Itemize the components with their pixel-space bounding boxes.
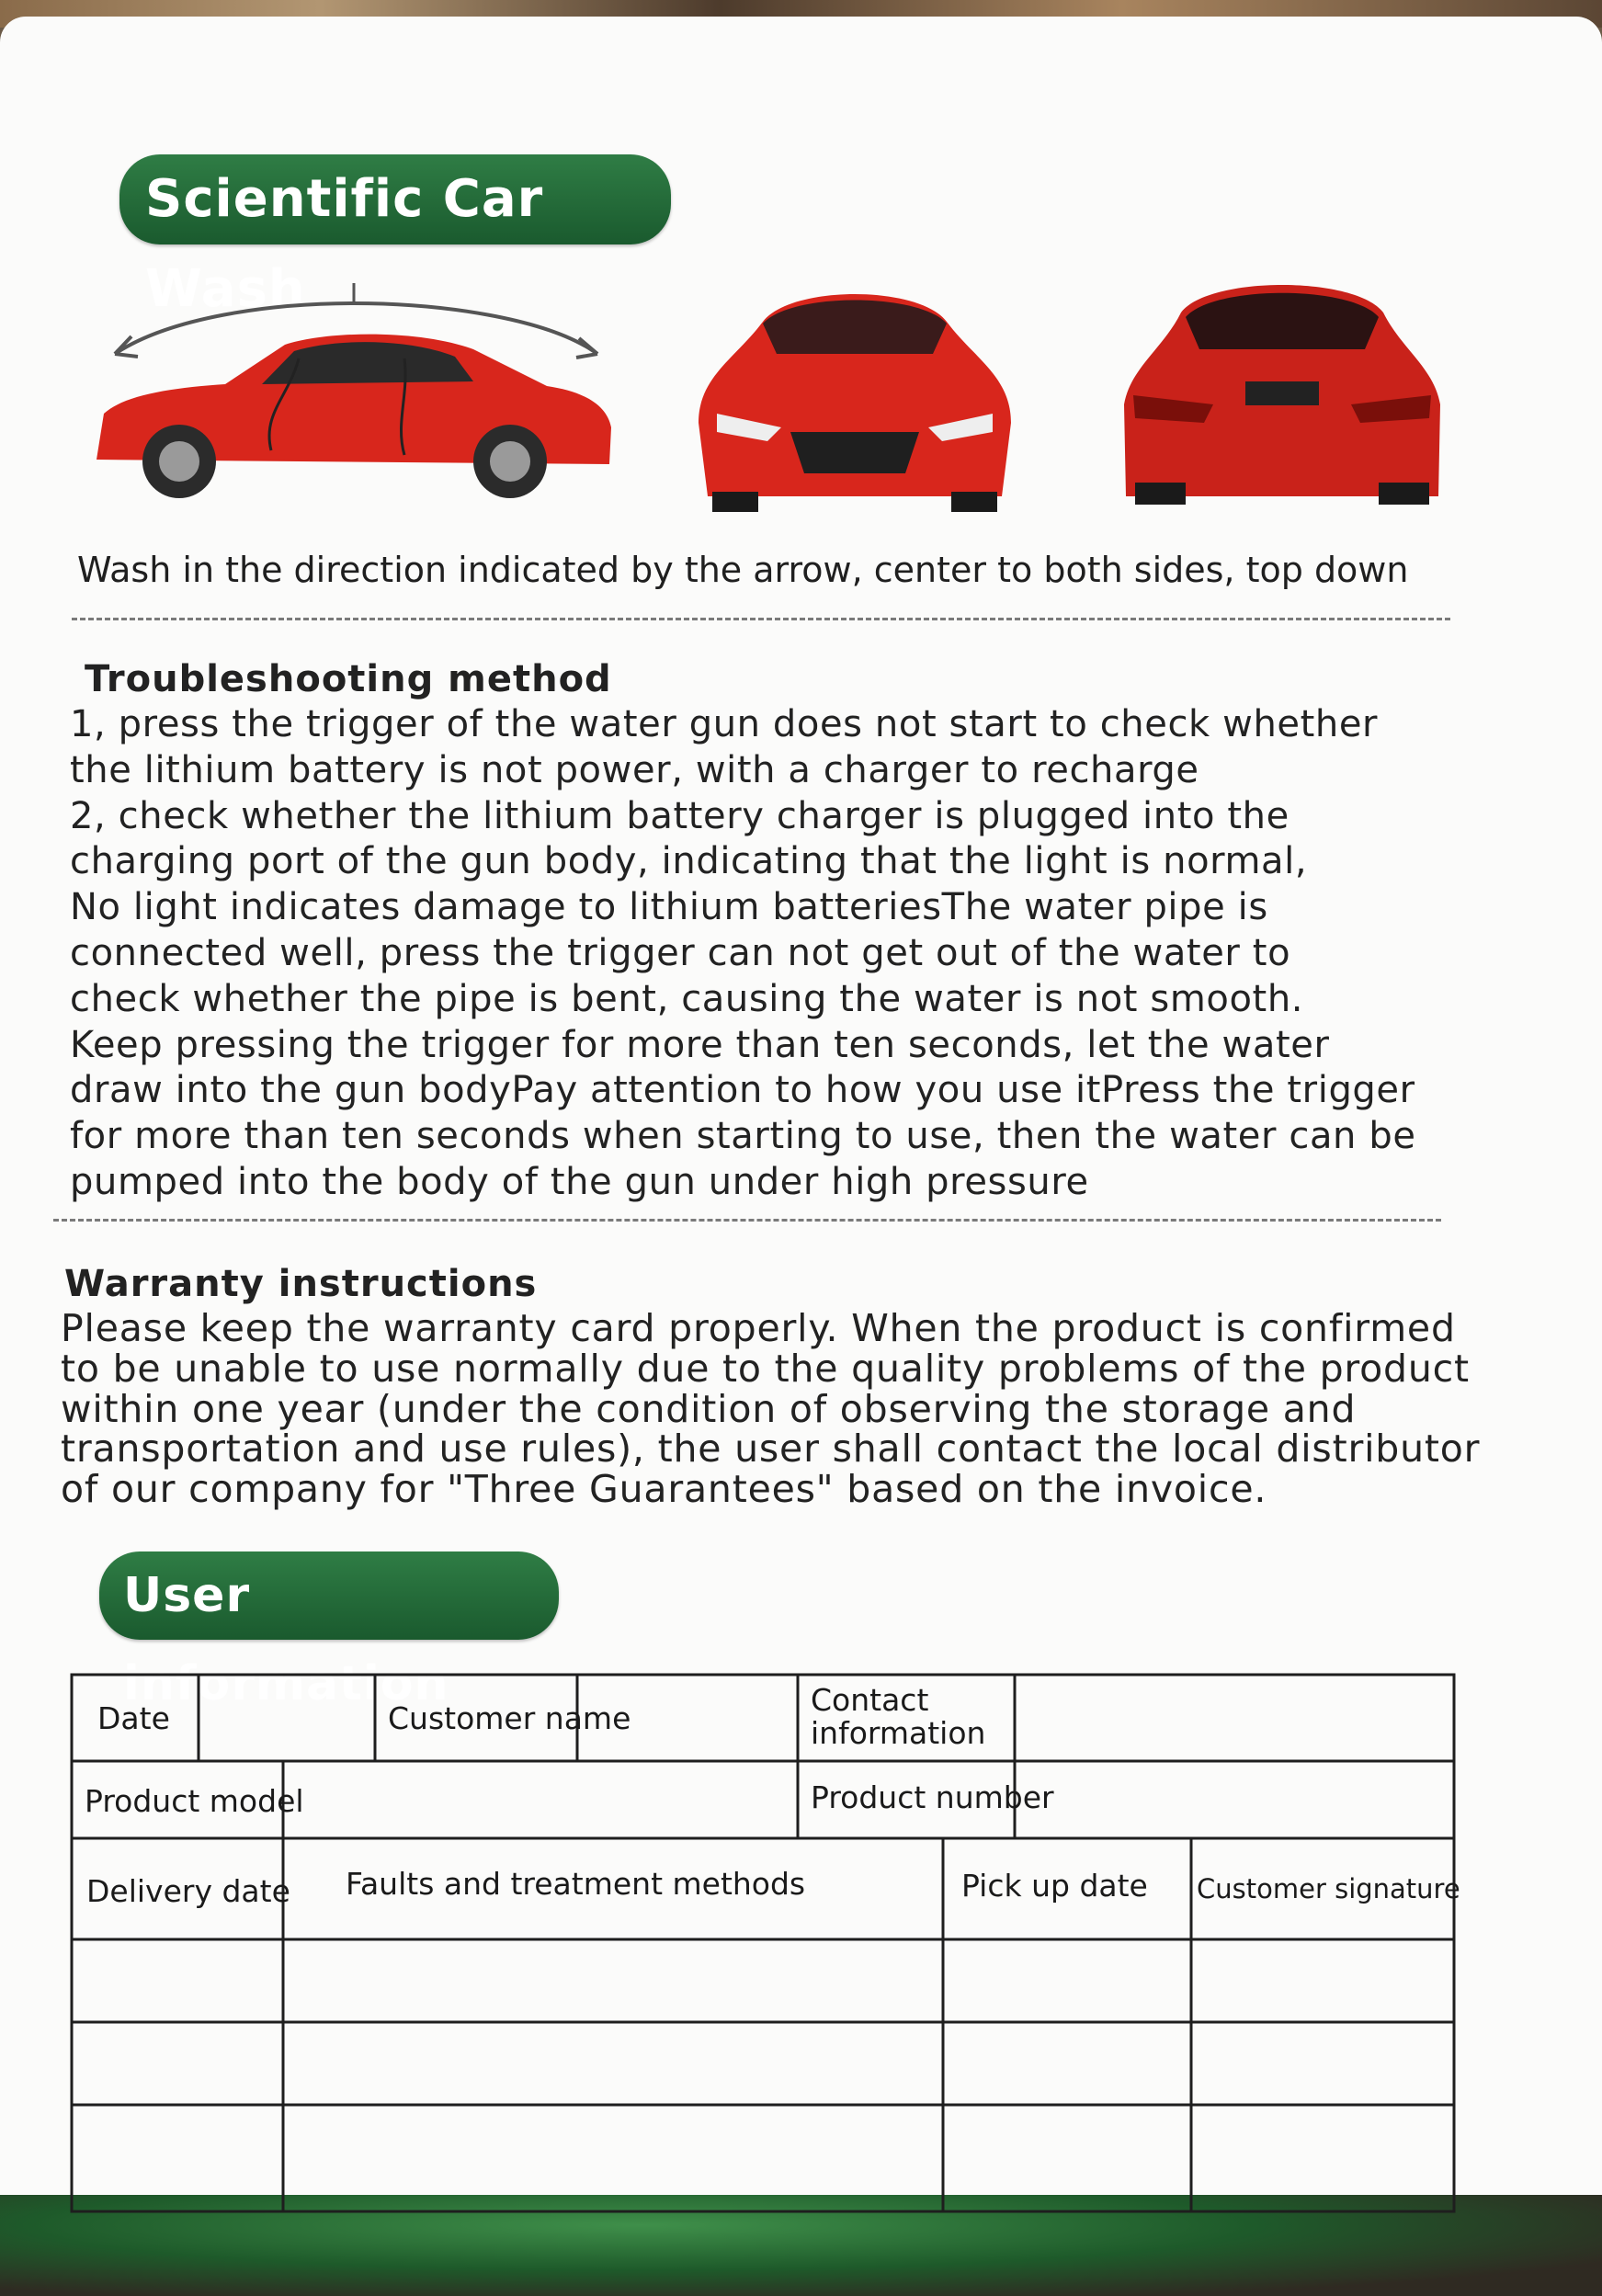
text-line: 2, check whether the lithium battery charger is plugged into the — [70, 794, 1290, 837]
product-number-label: Product number — [811, 1779, 1054, 1815]
car-rear-view-illustration — [1108, 267, 1457, 506]
troubleshooting-heading: Troubleshooting method — [85, 658, 612, 700]
contact-information-label — [811, 1684, 985, 1750]
delivery-date-label: Delivery date — [86, 1873, 290, 1909]
text-line: transportation and use rules), the user shall contact the local distributor — [61, 1426, 1481, 1472]
user-information-table — [70, 1673, 1458, 2215]
text-line: connected well, press the trigger can not get out of the water to — [70, 931, 1291, 974]
grille — [790, 432, 919, 473]
warranty-heading: Warranty instructions — [64, 1263, 538, 1305]
product-model-label: Product model — [85, 1783, 304, 1819]
customer-name-label: Customer name — [388, 1700, 631, 1736]
text-line: Keep pressing the trigger for more than ten seconds, let the water — [70, 1023, 1330, 1066]
text-line: for more than ten seconds when starting to use, then the water can be — [70, 1115, 1416, 1158]
text-line: Please keep the warranty card properly. When the product is confirmed — [61, 1306, 1456, 1350]
car-front-view-illustration — [680, 267, 1029, 515]
rear-window — [1186, 293, 1379, 349]
license-plate — [1245, 381, 1319, 405]
dashed-divider — [53, 1219, 1441, 1222]
pick-up-date-label: Pick up date — [961, 1868, 1148, 1904]
text-line: charging port of the gun body, indicating that the light is normal, — [70, 840, 1308, 883]
contact-label-line1: Contact — [811, 1682, 929, 1718]
text-line: to be unable to use normally due to the quality problems of the product — [61, 1346, 1470, 1391]
text-line: pumped into the body of the gun under high pressure — [70, 1160, 1089, 1203]
text-line: within one year (under the condition of observing the storage and — [61, 1386, 1357, 1431]
text-line: 1, press the trigger of the water gun does not start to check whether — [70, 703, 1379, 745]
warranty-text — [61, 1306, 1481, 1512]
date-label: Date — [97, 1700, 170, 1736]
text-line: of our company for "Three Guarantees" based on the invoice. — [61, 1467, 1267, 1512]
text-line: check whether the pipe is bent, causing the water is not smooth. — [70, 977, 1304, 1020]
text-line: the lithium battery is not power, with a charger to recharge — [70, 748, 1199, 791]
contact-label-line2: information — [811, 1715, 986, 1751]
text-line: No light indicates damage to lithium batteriesThe water pipe is — [70, 886, 1268, 929]
user-information-heading: User information — [99, 1552, 559, 1640]
car-side-view-illustration — [87, 267, 620, 506]
customer-signature-label: Customer signature — [1197, 1873, 1460, 1904]
troubleshooting-text — [70, 702, 1416, 1206]
text-line: draw into the gun bodyPay attention to how you use itPress the trigger — [70, 1069, 1415, 1112]
faults-and-treatment-label: Faults and treatment methods — [346, 1866, 806, 1902]
car-wash-heading: Scientific Car Wash — [119, 154, 671, 244]
wash-direction-caption: Wash in the direction indicated by the arrow, center to both sides, top down — [77, 550, 1409, 590]
dashed-divider — [72, 618, 1450, 620]
table-grid-lines — [70, 1673, 1458, 2215]
